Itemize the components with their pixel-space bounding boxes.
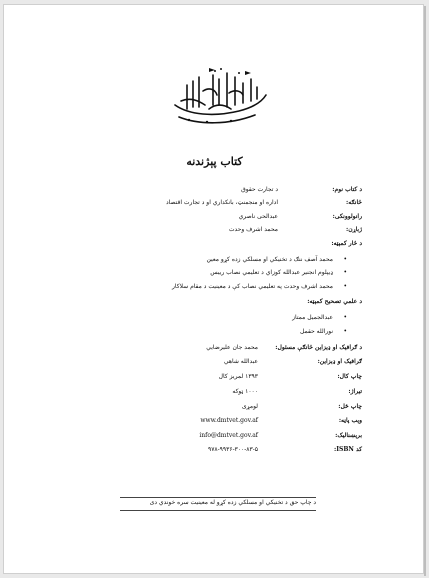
page-title: کتاب پېژندنه — [186, 155, 243, 168]
rights-notice: د چاپ حق د تخنیکي او مسلکي زده کړو له معینیت سره خوندي دی — [149, 499, 316, 506]
review-bullet: • — [343, 328, 347, 335]
supervision-member: محمد آصف ننګ د تخنیکي او مسلکي زده کړو معین — [206, 256, 333, 263]
print-run-value: لومړی — [241, 403, 258, 410]
circulation-label: تیراژ: — [348, 388, 362, 395]
review-label: د علمي تصحیح کمېټه: — [307, 298, 362, 305]
email-link[interactable]: info@dmtvet.gov.af — [199, 432, 258, 439]
graphic-head-label: د ګرافیک او ډیزاین څانګې مسئول: — [275, 344, 362, 351]
supervision-bullet: • — [343, 283, 347, 290]
document-page — [3, 4, 424, 574]
book-name-value: د تجارت حقوق — [241, 186, 278, 193]
supervision-label: د څار کمېټه: — [331, 240, 362, 247]
department-label: څانګه: — [346, 199, 362, 206]
email-label: برېښنالیک: — [335, 432, 362, 439]
supervision-bullet: • — [343, 269, 347, 276]
author-value: عبدالحی ناصري — [238, 213, 278, 220]
supervision-bullet: • — [343, 256, 347, 263]
review-member: عبدالجمیل ممتاز — [292, 314, 333, 321]
print-year-label: چاپ کال: — [337, 373, 362, 380]
supervision-member: محمد اشرف وحدت په تعلیمي نصاب کې د معینیت د مقام سلاکار — [172, 283, 333, 290]
bismillah-calligraphy — [169, 65, 271, 127]
graphic-designer-value: عبدالله شاهي — [223, 358, 258, 365]
translator-value: محمد اشرف وحدت — [228, 226, 278, 233]
book-name-label: د کتاب نوم: — [332, 186, 362, 193]
translator-label: ژباړن: — [345, 226, 362, 233]
page-shadow — [424, 6, 426, 576]
graphic-designer-label: ګرافیک او ډیزاین: — [317, 358, 362, 365]
review-bullet: • — [343, 314, 347, 321]
print-run-label: چاپ ځل: — [338, 403, 362, 410]
graphic-head-value: محمد جان علیرضایي — [206, 344, 258, 351]
website-label: وېب پاڼه: — [338, 417, 362, 424]
department-value: اداره او منجمنټ، بانکداري او د تجارت اقتصاد — [165, 199, 278, 206]
supervision-member: ډیپلوم انجنیر عبدالله کوزاي د تعلیمي نصاب رییس — [210, 269, 333, 276]
isbn-label: کد ISBN: — [333, 446, 362, 453]
isbn-value: ۹۷۸-۹۹۳۶-۳۰۰-۸۳-۵ — [207, 446, 258, 453]
website-link[interactable]: www.dmtvet.gov.af — [200, 417, 258, 424]
print-year-value: ۱۳۹۳ لمریز کال — [218, 373, 258, 380]
author-label: رانولوونکی: — [332, 213, 362, 220]
review-member: نورالله حقمل — [299, 328, 333, 335]
circulation-value: ۱۰۰۰ ټوکه — [232, 388, 258, 395]
